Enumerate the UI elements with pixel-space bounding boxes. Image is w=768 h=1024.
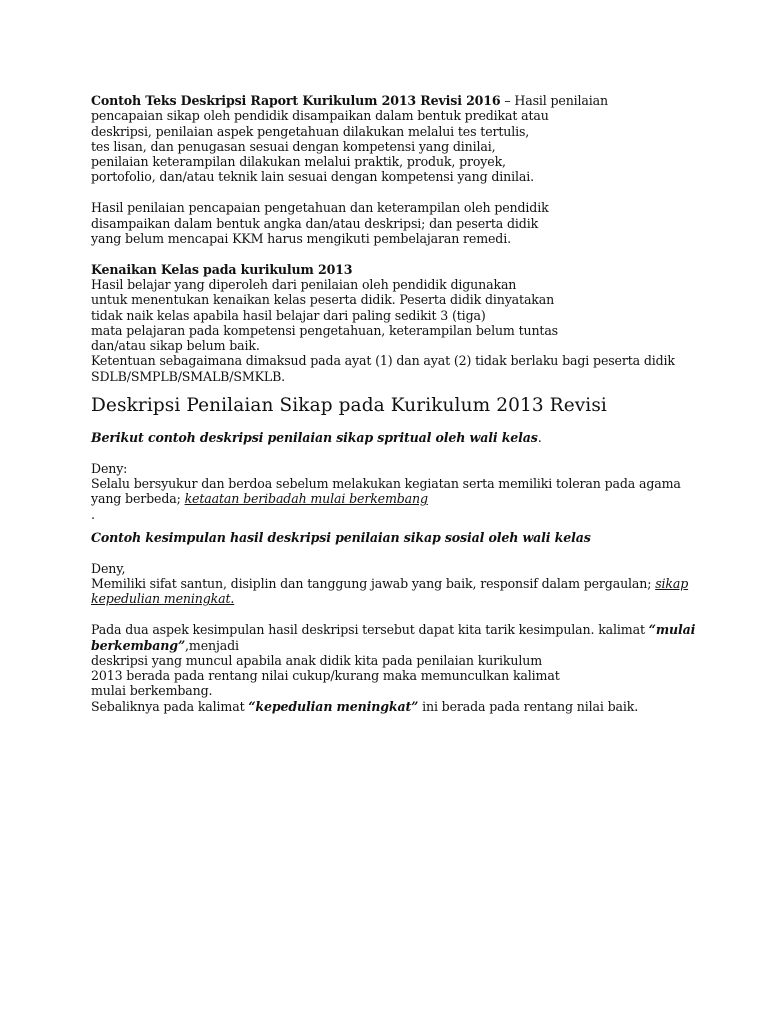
conclusion-line-4: 2013 berada pada rentang nilai cukup/kurang maka memunculkan kalimat [91,668,560,684]
conclusion-line-2-plain: ,menjadi [185,637,239,653]
conclusion-last-plain-a: Sebaliknya pada kalimat [91,698,249,714]
spiritual-intro [91,430,691,445]
paragraph-gap [91,522,691,530]
section3-line-0: Hasil belajar yang diperoleh dari penilaian oleh pendidik digunakan [91,276,517,292]
section2-line-2: yang belum mencapai KKM harus mengikuti pembelajaran remedi. [91,230,511,246]
conclusion-last-line [91,699,691,714]
social-student-name: Deny, [91,560,126,576]
conclusion-line-3: deskripsi yang muncul apabila anak didik kita pada penilaian kurikulum [91,652,542,668]
section2-line-0: Hasil penilaian pencapaian pengetahuan dan keterampilan oleh pendidik [91,200,549,216]
paragraph-gap [91,445,691,461]
paragraph-gap [91,246,691,262]
section1-line-1: pencapaian sikap oleh pendidik disampaikan dalam bentuk predikat atau [91,108,549,124]
spiritual-line-2-emphasis: ketaatan beribadah mulai berkembang [184,491,428,507]
section1-line-5: portofolio, dan/atau teknik lain sesuai dengan kompetensi yang dinilai. [91,169,534,185]
section-social-attitude [91,530,691,607]
social-intro-text: Contoh kesimpulan hasil deskripsi penilaian sikap sosial oleh wali kelas [91,530,591,546]
section1-line-2: deskripsi, penilaian aspek pengetahuan dilakukan melalui tes tertulis, [91,123,530,139]
section-raport-description [91,93,691,185]
section2-line-1: disampaikan dalam bentuk angka dan/atau deskripsi; dan peserta didik [91,215,539,231]
conclusion-line-2-emphasis: berkembang” [91,637,186,653]
section1-line-0: Hasil penilaian [514,93,608,108]
paragraph-gap [91,545,691,561]
spiritual-dot: . [91,506,95,522]
conclusion-last-plain-b: ini berada pada rentang nilai baik. [418,698,639,714]
main-heading: Deskripsi Penilaian Sikap pada Kurikulum 2013 Revisi [91,395,607,417]
social-intro [91,530,691,545]
conclusion-line-5: mulai berkembang. [91,683,213,699]
social-line-1-plain: Memiliki sifat santun, disiplin dan tanggung jawab yang baik, responsif dalam pergaulan; [91,576,656,592]
social-line-1 [91,576,691,591]
spiritual-intro-end: . [537,430,542,446]
section3-title-text: Kenaikan Kelas pada kurikulum 2013 [91,261,353,277]
spiritual-line-1: Selalu bersyukur dan berdoa sebelum melakukan kegiatan serta memiliki toleran pada agama [91,476,681,492]
section1-line-3: tes lisan, dan penugasan sesuai dengan kompetensi yang dinilai, [91,138,496,154]
social-line-2-emphasis: kepedulian meningkat. [91,591,235,607]
section3-title [91,262,691,277]
section3-line-3: mata pelajaran pada kompetensi pengetahuan, keterampilan belum tuntas [91,322,558,338]
social-line-2 [91,591,691,606]
section-knowledge-assessment [91,200,691,246]
paragraph-gap [91,185,691,201]
section1-title-separator: – [500,93,515,108]
section3-line-4: dan/atau sikap belum baik. [91,338,260,354]
section1-title: Contoh Teks Deskripsi Raport Kurikulum 2013 Revisi 2016 [91,93,501,108]
spiritual-line-2 [91,491,691,506]
conclusion-line-1-emphasis: “mulai [648,622,696,638]
social-line-1-emphasis: sikap [655,576,689,592]
spiritual-student-name: Deny: [91,460,128,476]
conclusion-line-1 [91,622,696,638]
document-page [91,93,696,714]
section3-line-6: SDLB/SMPLB/SMALB/SMKLB. [91,368,286,384]
conclusion-last-emphasis: “kepedulian meningkat” [248,698,419,714]
section-conclusion [91,622,696,714]
paragraph-gap [91,607,691,623]
spiritual-line-2-plain: yang berbeda; [91,491,185,507]
conclusion-line-2 [91,638,691,653]
section-spiritual-attitude [91,430,691,522]
spiritual-intro-text: Berikut contoh deskripsi penilaian sikap spritual oleh wali kelas [91,430,538,446]
section3-line-2: tidak naik kelas apabila hasil belajar dari paling sedikit 3 (tiga) [91,307,486,323]
section1-first-line [91,93,691,108]
conclusion-line-1-plain: Pada dua aspek kesimpulan hasil deskripsi tersebut dapat kita tarik kesimpulan. kalimat [91,622,649,638]
section-class-promotion [91,262,691,384]
section1-line-4: penilaian keterampilan dilakukan melalui praktik, produk, proyek, [91,154,506,170]
section3-line-1: untuk menentukan kenaikan kelas peserta didik. Peserta didik dinyatakan [91,292,555,308]
section3-line-5: Ketentuan sebagaimana dimaksud pada ayat (1) dan ayat (2) tidak berlaku bagi peserta didik [91,353,675,369]
